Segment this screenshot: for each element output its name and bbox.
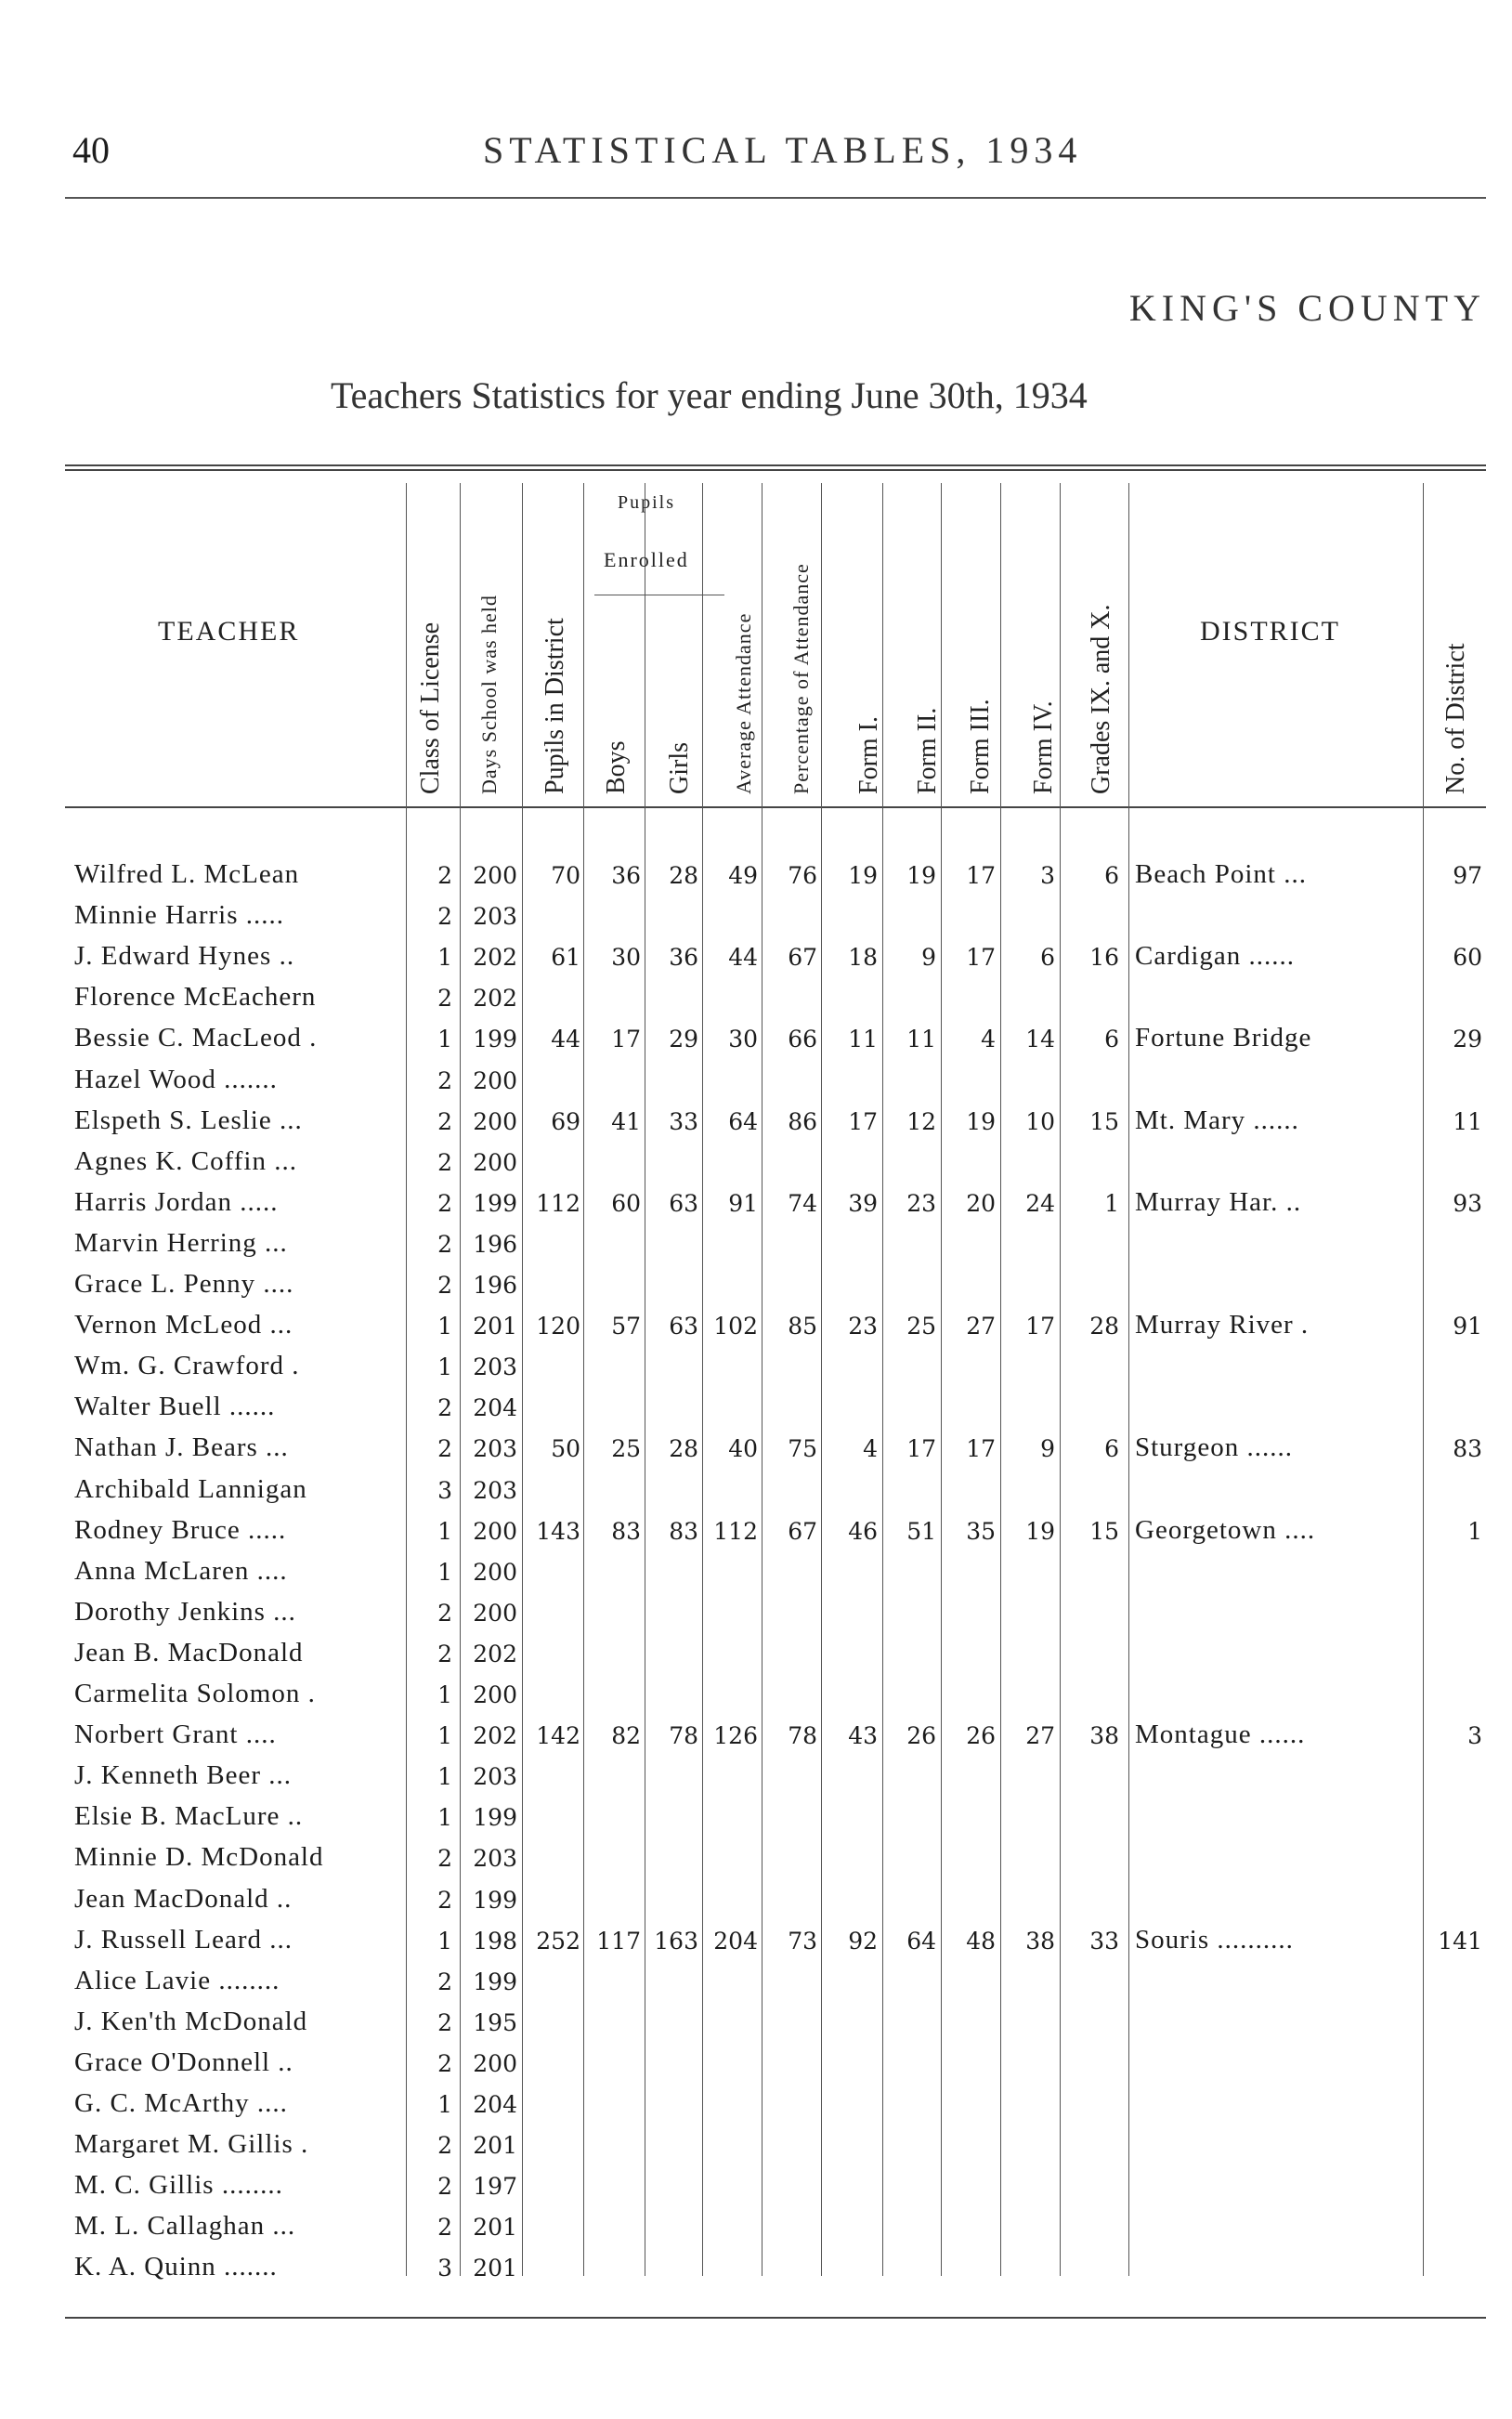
district-name: Murray River . [1135,1310,1310,1340]
cell-f2: 26 [906,1722,936,1750]
cell-girls: 63 [669,1189,698,1217]
cell-f4: 3 [1040,862,1055,889]
col-header-license: Class of License [416,621,445,794]
cell-avg: 44 [728,944,758,972]
teacher-name: Anna McLaren .... [74,1555,288,1586]
teacher-name: Marvin Herring ... [74,1227,288,1258]
cell-f2: 64 [906,1927,936,1955]
cell-no: 83 [1453,1435,1482,1463]
teacher-name: Carmelita Solomon . [74,1679,316,1708]
teacher-name: Alice Lavie ........ [74,1965,280,1995]
cell-f1: 23 [848,1313,878,1340]
cell-license: 1 [437,1927,452,1955]
cell-days: 201 [473,2132,517,2160]
cell-license: 2 [437,1435,452,1463]
cell-license: 3 [437,2255,452,2282]
teacher-name: Jean MacDonald .. [74,1883,293,1914]
cell-f2: 17 [906,1435,936,1463]
cell-avg: 126 [713,1722,758,1750]
cell-no: 97 [1453,862,1482,889]
cell-days: 196 [473,1272,517,1299]
cell-grades: 6 [1104,1435,1119,1463]
cell-grades: 38 [1089,1722,1119,1750]
cell-f1: 46 [848,1517,878,1545]
cell-no: 3 [1467,1722,1482,1750]
cell-days: 201 [473,2214,517,2242]
cell-f3: 17 [966,944,996,972]
cell-license: 1 [437,1313,452,1340]
cell-pupils: 120 [536,1313,580,1340]
column-divider [460,483,461,2276]
column-divider [821,483,822,2276]
column-divider [406,483,407,2276]
column-divider [702,483,703,2276]
cell-girls: 29 [669,1026,698,1053]
cell-no: 93 [1453,1189,1482,1217]
cell-pct: 67 [788,1517,817,1545]
cell-license: 1 [437,1804,452,1832]
cell-avg: 49 [728,862,758,889]
cell-days: 199 [473,1026,517,1053]
cell-license: 2 [437,1189,452,1217]
cell-license: 2 [437,1845,452,1873]
cell-f3: 17 [966,862,996,889]
cell-f2: 9 [921,944,936,972]
teacher-name: Wm. G. Crawford . [74,1351,300,1381]
cell-girls: 163 [654,1927,698,1955]
cell-girls: 63 [669,1313,698,1340]
col-header-boys: Boys [602,740,631,794]
header-bottom-rule [65,806,1486,808]
cell-license: 2 [437,1107,452,1135]
cell-f3: 48 [966,1927,996,1955]
cell-grades: 16 [1089,944,1119,972]
cell-days: 202 [473,985,517,1013]
column-divider [583,483,584,2276]
col-header-pupils-enrolled-2: Enrolled [604,548,689,571]
cell-license: 1 [437,2091,452,2118]
cell-license: 2 [437,862,452,889]
teacher-name: J. Kenneth Beer ... [74,1760,293,1791]
teacher-name: Agnes K. Coffin ... [74,1145,297,1176]
cell-grades: 15 [1089,1107,1119,1135]
cell-days: 199 [473,1968,517,1995]
cell-license: 2 [437,985,452,1013]
cell-days: 200 [473,1107,517,1135]
column-divider [1060,483,1061,2276]
cell-license: 1 [437,1558,452,1586]
column-divider [1000,483,1001,2276]
cell-license: 1 [437,1763,452,1791]
cell-days: 200 [473,1517,517,1545]
cell-f1: 4 [863,1435,878,1463]
col-header-form-1: Form I. [854,716,883,794]
teacher-name: Norbert Grant .... [74,1719,277,1750]
cell-license: 1 [437,1517,452,1545]
cell-pct: 73 [788,1927,817,1955]
cell-days: 195 [473,2008,517,2036]
district-name: Montague ...... [1135,1719,1306,1750]
district-name: Sturgeon ...... [1135,1432,1293,1463]
table-top-rule [65,464,1486,466]
col-header-grades-ix-x: Grades IX. and X. [1087,604,1115,794]
cell-license: 2 [437,2214,452,2242]
teacher-name: Elsie B. MacLure .. [74,1801,304,1832]
cell-grades: 33 [1089,1927,1119,1955]
district-name: Cardigan ...... [1135,941,1296,972]
teacher-name: Dorothy Jenkins ... [74,1596,296,1627]
cell-days: 203 [473,1476,517,1504]
cell-days: 203 [473,1763,517,1791]
cell-boys: 17 [611,1026,641,1053]
col-header-average-attendance: Average Attendance [732,612,755,794]
cell-pupils: 69 [551,1107,580,1135]
teacher-name: Grace O'Donnell .. [74,2046,293,2077]
cell-days: 200 [473,1681,517,1708]
teacher-name: Minnie D. McDonald [74,1842,324,1873]
cell-license: 2 [437,1272,452,1299]
teacher-name: Rodney Bruce ..... [74,1514,287,1545]
district-name: Souris .......... [1135,1924,1294,1955]
cell-grades: 6 [1104,862,1119,889]
cell-f4: 19 [1025,1517,1055,1545]
cell-pupils: 143 [536,1517,580,1545]
table-subtitle: Teachers Statistics for year ending June 30th, 1934 [331,374,1088,416]
cell-f1: 39 [848,1189,878,1217]
cell-f1: 11 [848,1026,878,1053]
teacher-name: Harris Jordan ..... [74,1186,279,1217]
cell-f2: 12 [906,1107,936,1135]
cell-days: 203 [473,1353,517,1381]
cell-boys: 30 [611,944,641,972]
cell-boys: 36 [611,862,641,889]
cell-days: 200 [473,862,517,889]
cell-no: 11 [1453,1107,1482,1135]
teacher-name: Bessie C. MacLeod . [74,1023,318,1053]
cell-girls: 28 [669,862,698,889]
cell-f1: 43 [848,1722,878,1750]
cell-license: 2 [437,1230,452,1258]
cell-pct: 85 [788,1313,817,1340]
cell-days: 202 [473,1640,517,1667]
col-header-pupils: Pupils in District [541,618,569,794]
col-header-pupils-enrolled-1: Pupils [618,492,676,513]
cell-pct: 76 [788,862,817,889]
teacher-name: J. Russell Leard ... [74,1924,293,1955]
col-header-percentage-attendance: Percentage of Attendance [789,563,813,794]
teacher-name: M. L. Callaghan ... [74,2211,296,2242]
cell-license: 2 [437,2132,452,2160]
cell-pupils: 112 [536,1189,580,1217]
cell-avg: 30 [728,1026,758,1053]
cell-days: 203 [473,903,517,931]
cell-license: 2 [437,903,452,931]
cell-f3: 4 [981,1026,996,1053]
cell-avg: 102 [713,1313,758,1340]
cell-boys: 60 [611,1189,641,1217]
cell-no: 29 [1453,1026,1482,1053]
cell-days: 199 [473,1804,517,1832]
cell-f3: 27 [966,1313,996,1340]
column-divider [522,483,523,2276]
cell-girls: 36 [669,944,698,972]
cell-avg: 204 [713,1927,758,1955]
cell-f3: 20 [966,1189,996,1217]
cell-license: 2 [437,1148,452,1176]
col-header-form-4: Form IV. [1029,700,1058,794]
cell-f2: 25 [906,1313,936,1340]
cell-license: 2 [437,1640,452,1667]
cell-days: 202 [473,1722,517,1750]
cell-days: 199 [473,1886,517,1914]
cell-license: 1 [437,1353,452,1381]
teacher-name: Florence McEachern [74,982,317,1013]
cell-days: 200 [473,2049,517,2077]
cell-f1: 92 [848,1927,878,1955]
cell-pct: 78 [788,1722,817,1750]
col-header-days: Days School was held [477,595,501,794]
cell-days: 204 [473,2091,517,2118]
cell-days: 201 [473,1313,517,1340]
page-number: 40 [72,129,110,171]
teacher-name: Elspeth S. Leslie ... [74,1105,303,1135]
cell-license: 2 [437,2008,452,2036]
column-divider [762,483,763,2276]
cell-pct: 75 [788,1435,817,1463]
cell-days: 200 [473,1066,517,1094]
cell-avg: 64 [728,1107,758,1135]
cell-f2: 51 [906,1517,936,1545]
teacher-name: Margaret M. Gillis . [74,2129,309,2160]
table-top-rule-double [65,469,1486,471]
district-name: Fortune Bridge [1135,1023,1312,1053]
cell-f3: 26 [966,1722,996,1750]
cell-girls: 83 [669,1517,698,1545]
cell-avg: 91 [728,1189,758,1217]
cell-days: 199 [473,1189,517,1217]
cell-pupils: 50 [551,1435,580,1463]
column-divider [1128,483,1129,2276]
teacher-name: Hazel Wood ....... [74,1064,278,1094]
cell-boys: 82 [611,1722,641,1750]
cell-pupils: 252 [536,1927,580,1955]
cell-f1: 17 [848,1107,878,1135]
col-header-district-number: No. of District [1441,643,1470,794]
cell-boys: 83 [611,1517,641,1545]
cell-days: 202 [473,944,517,972]
teacher-name: M. C. Gillis ........ [74,2170,283,2201]
cell-grades: 1 [1104,1189,1119,1217]
cell-license: 1 [437,1026,452,1053]
teacher-name: Wilfred L. McLean [74,859,300,889]
cell-f4: 10 [1025,1107,1055,1135]
cell-no: 91 [1453,1313,1482,1340]
county-title: KING'S COUNTY [1128,287,1486,329]
cell-license: 2 [437,1599,452,1627]
cell-days: 201 [473,2255,517,2282]
cell-days: 203 [473,1845,517,1873]
cell-girls: 78 [669,1722,698,1750]
cell-f4: 38 [1025,1927,1055,1955]
district-name: Mt. Mary ...... [1135,1105,1299,1135]
cell-no: 60 [1453,944,1482,972]
cell-f2: 11 [906,1026,936,1053]
teacher-name: K. A. Quinn ....... [74,2252,278,2282]
cell-license: 2 [437,1066,452,1094]
cell-license: 1 [437,1722,452,1750]
cell-boys: 41 [611,1107,641,1135]
cell-license: 2 [437,2049,452,2077]
cell-days: 200 [473,1148,517,1176]
cell-f4: 6 [1040,944,1055,972]
teacher-name: Grace L. Penny .... [74,1269,294,1299]
cell-pct: 86 [788,1107,817,1135]
cell-f3: 17 [966,1435,996,1463]
teacher-name: Minnie Harris ..... [74,900,284,931]
district-name: Georgetown .... [1135,1514,1316,1545]
cell-f3: 35 [966,1517,996,1545]
cell-f4: 14 [1025,1026,1055,1053]
cell-days: 204 [473,1394,517,1422]
cell-license: 2 [437,2173,452,2201]
cell-f4: 27 [1025,1722,1055,1750]
cell-days: 197 [473,2173,517,2201]
cell-boys: 25 [611,1435,641,1463]
cell-license: 1 [437,1681,452,1708]
cell-days: 198 [473,1927,517,1955]
cell-boys: 57 [611,1313,641,1340]
cell-days: 200 [473,1558,517,1586]
teacher-name: Nathan J. Bears ... [74,1432,289,1463]
cell-avg: 40 [728,1435,758,1463]
teacher-name: Vernon McLeod ... [74,1310,293,1340]
cell-days: 203 [473,1435,517,1463]
header-rule [65,197,1486,199]
col-header-district: DISTRICT [1200,616,1340,647]
district-name: Murray Har. .. [1135,1186,1302,1217]
cell-grades: 6 [1104,1026,1119,1053]
cell-girls: 28 [669,1435,698,1463]
cell-no: 141 [1438,1927,1482,1955]
cell-license: 2 [437,1394,452,1422]
cell-f1: 19 [848,862,878,889]
teacher-name: Jean B. MacDonald [74,1637,304,1667]
cell-pct: 74 [788,1189,817,1217]
cell-f3: 19 [966,1107,996,1135]
cell-license: 3 [437,1476,452,1504]
col-header-teacher: TEACHER [158,616,300,647]
cell-pct: 67 [788,944,817,972]
teacher-name: G. C. McArthy .... [74,2088,288,2118]
cell-no: 1 [1467,1517,1482,1545]
teacher-name: J. Edward Hynes .. [74,941,295,972]
col-header-girls: Girls [665,742,694,794]
cell-pupils: 44 [551,1026,580,1053]
cell-f2: 23 [906,1189,936,1217]
cell-days: 196 [473,1230,517,1258]
cell-license: 2 [437,1886,452,1914]
cell-f2: 19 [906,862,936,889]
running-head: STATISTICAL TABLES, 1934 [483,129,1083,171]
col-header-form-2: Form II. [913,707,942,794]
teacher-name: Walter Buell ...... [74,1392,276,1422]
cell-pupils: 70 [551,862,580,889]
cell-pupils: 61 [551,944,580,972]
teacher-name: J. Ken'th McDonald [74,2006,308,2036]
cell-grades: 15 [1089,1517,1119,1545]
table-bottom-rule [65,2317,1486,2319]
cell-days: 200 [473,1599,517,1627]
cell-pct: 66 [788,1026,817,1053]
cell-grades: 28 [1089,1313,1119,1340]
col-header-form-3: Form III. [966,699,995,794]
cell-f4: 9 [1040,1435,1055,1463]
cell-pupils: 142 [536,1722,580,1750]
column-divider [1423,483,1424,2276]
cell-license: 1 [437,944,452,972]
cell-f4: 17 [1025,1313,1055,1340]
cell-f4: 24 [1025,1189,1055,1217]
cell-avg: 112 [713,1517,758,1545]
teacher-name: Archibald Lannigan [74,1473,307,1504]
cell-license: 2 [437,1968,452,1995]
cell-f1: 18 [848,944,878,972]
district-name: Beach Point ... [1135,859,1307,889]
cell-girls: 33 [669,1107,698,1135]
cell-boys: 117 [596,1927,641,1955]
